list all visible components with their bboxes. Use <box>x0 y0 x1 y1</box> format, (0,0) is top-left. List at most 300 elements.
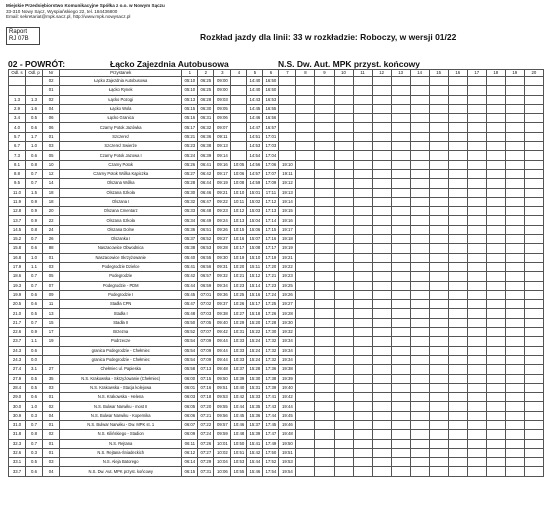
table-row <box>9 420 544 429</box>
departure-time-cell <box>524 346 543 355</box>
departure-time-cell: 19:22 <box>279 262 296 271</box>
departure-time-cell <box>410 281 429 290</box>
departure-time-cell <box>448 86 467 95</box>
departure-time-cell: 19:26 <box>279 290 296 299</box>
departure-time-cell <box>353 197 372 206</box>
departure-time-cell <box>315 448 334 457</box>
departure-time-cell <box>353 430 372 439</box>
departure-time-cell <box>429 95 448 104</box>
departure-time-cell <box>505 77 524 86</box>
departure-time-cell <box>410 411 429 420</box>
distance-cell: 5.7 <box>9 132 26 141</box>
departure-time-cell <box>353 188 372 197</box>
departure-time-cell <box>448 383 467 392</box>
departure-time-cell: 10:06 <box>214 467 231 476</box>
departure-time-cell <box>296 160 315 169</box>
departure-time-cell: 17:19 <box>263 253 279 262</box>
departure-time-cell <box>353 142 372 151</box>
departure-time-cell <box>505 95 524 104</box>
departure-time-cell <box>372 262 391 271</box>
departure-time-cell: 05:17 <box>182 123 198 132</box>
departure-time-cell <box>448 235 467 244</box>
departure-time-cell <box>315 123 334 132</box>
departure-time-cell <box>486 383 505 392</box>
departure-time-cell <box>315 430 334 439</box>
departure-time-cell <box>296 290 315 299</box>
departure-time-cell <box>486 309 505 318</box>
stop-number-cell: 06 <box>43 123 60 132</box>
departure-time-cell <box>391 337 410 346</box>
departure-time-cell <box>505 290 524 299</box>
departure-time-cell: 05:54 <box>182 355 198 364</box>
departure-time-cell <box>448 225 467 234</box>
departure-time-cell <box>334 188 353 197</box>
departure-time-cell <box>524 142 543 151</box>
departure-time-cell: 14:40 <box>247 86 263 95</box>
column-header: 13 <box>391 70 410 77</box>
departure-time-cell <box>524 300 543 309</box>
departure-time-cell <box>372 179 391 188</box>
departure-time-cell <box>467 328 486 337</box>
departure-time-cell <box>467 309 486 318</box>
departure-time-cell <box>391 346 410 355</box>
departure-time-cell: 14:46 <box>247 114 263 123</box>
departure-time-cell <box>372 188 391 197</box>
departure-time-cell: 06:49 <box>198 216 214 225</box>
departure-time-cell: 19:27 <box>279 300 296 309</box>
departure-time-cell <box>410 244 429 253</box>
departure-time-cell <box>296 235 315 244</box>
departure-time-cell <box>372 86 391 95</box>
departure-time-cell <box>353 439 372 448</box>
departure-time-cell <box>372 114 391 123</box>
departure-time-cell: 05:45 <box>182 290 198 299</box>
departure-time-cell <box>296 272 315 281</box>
departure-time-cell <box>315 151 334 160</box>
distance-cell: 32.3 <box>9 439 26 448</box>
departure-time-cell <box>429 123 448 132</box>
departure-time-cell <box>467 114 486 123</box>
departure-time-cell <box>505 374 524 383</box>
departure-time-cell <box>353 225 372 234</box>
departure-time-cell <box>448 160 467 169</box>
departure-time-cell: 06:44 <box>198 179 214 188</box>
departure-time-cell <box>410 207 429 216</box>
departure-time-cell: 07:22 <box>198 420 214 429</box>
departure-time-cell <box>410 104 429 113</box>
column-header: Nr <box>43 70 60 77</box>
departure-time-cell <box>524 179 543 188</box>
column-header: Przystanek <box>60 70 182 77</box>
departure-time-cell: 19:17 <box>279 225 296 234</box>
departure-time-cell <box>467 104 486 113</box>
departure-time-cell <box>524 216 543 225</box>
departure-time-cell: 06:38 <box>198 142 214 151</box>
departure-time-cell <box>296 77 315 86</box>
departure-time-cell: 05:47 <box>182 300 198 309</box>
departure-time-cell <box>429 132 448 141</box>
departure-time-cell: 17:11 <box>263 188 279 197</box>
departure-time-cell: 19:14 <box>279 197 296 206</box>
table-row <box>9 216 544 225</box>
departure-time-cell <box>231 77 247 86</box>
segment-cell: 0.7 <box>26 439 43 448</box>
departure-time-cell: 19:30 <box>279 318 296 327</box>
departure-time-cell: 10:39 <box>231 374 247 383</box>
stop-number-cell <box>43 346 60 355</box>
departure-time-cell <box>315 142 334 151</box>
departure-time-cell <box>334 402 353 411</box>
departure-time-cell: 17:39 <box>263 383 279 392</box>
departure-time-cell <box>467 393 486 402</box>
departure-time-cell <box>353 95 372 104</box>
departure-time-cell <box>410 402 429 411</box>
departure-time-cell <box>505 235 524 244</box>
departure-time-cell <box>315 420 334 429</box>
departure-time-cell: 10:12 <box>231 207 247 216</box>
departure-time-cell: 10:02 <box>214 448 231 457</box>
departure-time-cell: 10:26 <box>231 300 247 309</box>
departure-time-cell <box>524 383 543 392</box>
stop-number-cell: 03 <box>43 142 60 151</box>
departure-time-cell <box>391 123 410 132</box>
departure-time-cell: 14:40 <box>247 77 263 86</box>
departure-time-cell <box>315 225 334 234</box>
departure-time-cell: 10:06 <box>231 169 247 178</box>
departure-time-cell: 06:14 <box>182 458 198 467</box>
departure-time-cell <box>372 169 391 178</box>
departure-time-cell <box>467 374 486 383</box>
departure-time-cell <box>296 244 315 253</box>
departure-time-cell <box>391 95 410 104</box>
departure-time-cell <box>429 318 448 327</box>
departure-time-cell: 06:55 <box>198 253 214 262</box>
departure-time-cell: 10:48 <box>231 430 247 439</box>
departure-time-cell <box>315 393 334 402</box>
departure-time-cell <box>524 86 543 95</box>
stop-number-cell: 01 <box>43 393 60 402</box>
departure-time-cell: 07:02 <box>198 300 214 309</box>
stop-name-cell: Czarny Potok Wólka Kąpiczka <box>60 169 182 178</box>
departure-time-cell <box>524 207 543 216</box>
departure-time-cell: 15:36 <box>247 411 263 420</box>
departure-time-cell <box>296 439 315 448</box>
departure-time-cell <box>505 123 524 132</box>
departure-time-cell <box>334 114 353 123</box>
departure-time-cell: 16:55 <box>263 104 279 113</box>
departure-time-cell: 10:42 <box>231 393 247 402</box>
stop-name-cell: N.S. Aleja Batorego <box>60 458 182 467</box>
departure-time-cell: 07:01 <box>198 290 214 299</box>
departure-time-cell: 19:23 <box>279 272 296 281</box>
departure-time-cell <box>448 281 467 290</box>
departure-time-cell <box>448 244 467 253</box>
departure-time-cell <box>315 281 334 290</box>
departure-time-cell <box>410 383 429 392</box>
departure-time-cell <box>467 253 486 262</box>
departure-time-cell: 05:28 <box>182 179 198 188</box>
column-header: 16 <box>448 70 467 77</box>
departure-time-cell <box>315 272 334 281</box>
segment-cell: 0.9 <box>26 207 43 216</box>
table-row <box>9 365 544 374</box>
departure-time-cell <box>524 309 543 318</box>
departure-time-cell <box>231 104 247 113</box>
departure-time-cell <box>391 318 410 327</box>
departure-time-cell: 19:39 <box>279 374 296 383</box>
departure-time-cell: 07:09 <box>198 346 214 355</box>
departure-time-cell: 06:32 <box>198 123 214 132</box>
departure-time-cell <box>524 262 543 271</box>
distance-cell: 2.9 <box>9 104 26 113</box>
departure-time-cell <box>391 244 410 253</box>
departure-time-cell <box>448 151 467 160</box>
departure-time-cell <box>353 328 372 337</box>
departure-time-cell: 09:28 <box>214 244 231 253</box>
stop-number-cell: 07 <box>43 281 60 290</box>
stop-name-cell: N.S. Kilińskiego - Stadion <box>60 430 182 439</box>
distance-cell: 11.0 <box>9 188 26 197</box>
departure-time-cell <box>486 318 505 327</box>
departure-time-cell <box>391 104 410 113</box>
table-row <box>9 114 544 123</box>
departure-time-cell: 10:16 <box>231 235 247 244</box>
distance-cell: 8.8 <box>9 169 26 178</box>
departure-time-cell <box>279 114 296 123</box>
departure-time-cell <box>467 169 486 178</box>
departure-time-cell <box>505 346 524 355</box>
departure-time-cell: 17:07 <box>263 169 279 178</box>
departure-time-cell: 05:26 <box>182 160 198 169</box>
stop-name-cell: Podegrodzie <box>60 272 182 281</box>
departure-time-cell: 10:08 <box>231 179 247 188</box>
segment-cell: 0.7 <box>26 318 43 327</box>
departure-time-cell <box>353 216 372 225</box>
departure-time-cell <box>410 355 429 364</box>
departure-time-cell <box>429 467 448 476</box>
departure-time-cell <box>524 355 543 364</box>
departure-time-cell <box>334 328 353 337</box>
departure-time-cell <box>486 197 505 206</box>
segment-cell: 0.6 <box>26 123 43 132</box>
departure-time-cell <box>448 300 467 309</box>
departure-time-cell <box>334 300 353 309</box>
departure-time-cell <box>448 420 467 429</box>
departure-time-cell: 17:32 <box>263 337 279 346</box>
table-row <box>9 355 544 364</box>
departure-time-cell <box>372 393 391 402</box>
column-header: 9 <box>315 70 334 77</box>
departure-time-cell <box>410 169 429 178</box>
departure-time-cell <box>315 160 334 169</box>
departure-time-cell <box>334 374 353 383</box>
departure-time-cell <box>524 244 543 253</box>
departure-time-cell: 09:19 <box>214 179 231 188</box>
departure-time-cell <box>315 188 334 197</box>
departure-time-cell <box>486 411 505 420</box>
departure-time-cell <box>448 216 467 225</box>
departure-time-cell <box>279 151 296 160</box>
departure-time-cell <box>486 337 505 346</box>
departure-time-cell <box>467 179 486 188</box>
departure-time-cell: 09:40 <box>214 318 231 327</box>
departure-time-cell <box>315 169 334 178</box>
departure-time-cell: 17:23 <box>263 281 279 290</box>
departure-time-cell <box>486 467 505 476</box>
stop-name-cell: Olszana Cmentarz <box>60 207 182 216</box>
departure-time-cell <box>353 132 372 141</box>
departure-time-cell: 05:52 <box>182 328 198 337</box>
departure-time-cell: 14:47 <box>247 123 263 132</box>
departure-time-cell: 15:18 <box>247 309 263 318</box>
departure-time-cell: 17:49 <box>263 439 279 448</box>
stop-number-cell: 02 <box>43 430 60 439</box>
departure-time-cell: 09:30 <box>214 253 231 262</box>
departure-time-cell <box>315 309 334 318</box>
departure-time-cell <box>505 188 524 197</box>
departure-time-cell: 15:22 <box>247 328 263 337</box>
stop-name-cell: Stadła II <box>60 318 182 327</box>
departure-time-cell <box>296 365 315 374</box>
departure-time-cell <box>467 337 486 346</box>
timetable <box>8 69 544 477</box>
departure-time-cell: 09:17 <box>214 169 231 178</box>
departure-time-cell: 14:45 <box>247 104 263 113</box>
distance-cell: 19.3 <box>9 281 26 290</box>
departure-time-cell <box>353 207 372 216</box>
segment-cell: 0.6 <box>26 467 43 476</box>
departure-time-cell <box>429 104 448 113</box>
departure-time-cell: 15:35 <box>247 402 263 411</box>
departure-time-cell: 09:32 <box>214 272 231 281</box>
departure-time-cell <box>505 383 524 392</box>
table-row <box>9 346 544 355</box>
departure-time-cell <box>334 160 353 169</box>
departure-time-cell <box>334 355 353 364</box>
departure-time-cell: 05:10 <box>182 77 198 86</box>
departure-time-cell: 05:16 <box>182 114 198 123</box>
table-row <box>9 235 544 244</box>
stop-number-cell: 09 <box>43 290 60 299</box>
segment-cell: 0.8 <box>26 430 43 439</box>
departure-time-cell <box>486 328 505 337</box>
departure-time-cell <box>524 225 543 234</box>
departure-time-cell: 07:13 <box>198 365 214 374</box>
departure-time-cell <box>353 244 372 253</box>
departure-time-cell <box>391 197 410 206</box>
departure-time-cell <box>524 290 543 299</box>
departure-time-cell <box>391 132 410 141</box>
departure-time-cell <box>448 114 467 123</box>
stop-name-cell: Stadła CPN <box>60 300 182 309</box>
departure-time-cell <box>353 77 372 86</box>
distance-cell: 23.7 <box>9 337 26 346</box>
departure-time-cell: 15:30 <box>247 374 263 383</box>
departure-time-cell: 05:38 <box>182 244 198 253</box>
departure-time-cell <box>410 374 429 383</box>
departure-time-cell <box>353 318 372 327</box>
departure-time-cell <box>524 77 543 86</box>
departure-time-cell: 06:53 <box>198 244 214 253</box>
distance-cell: 21.7 <box>9 318 26 327</box>
departure-time-cell <box>486 235 505 244</box>
segment-cell: 0.5 <box>26 458 43 467</box>
departure-time-cell <box>467 458 486 467</box>
table-row <box>9 411 544 420</box>
stop-number-cell: 14 <box>43 179 60 188</box>
departure-time-cell <box>296 225 315 234</box>
departure-time-cell: 10:23 <box>231 281 247 290</box>
departure-time-cell: 17:28 <box>263 318 279 327</box>
departure-time-cell <box>486 281 505 290</box>
departure-time-cell <box>448 272 467 281</box>
table-row <box>9 160 544 169</box>
departure-time-cell: 07:05 <box>198 318 214 327</box>
departure-time-cell <box>524 337 543 346</box>
departure-time-cell <box>524 151 543 160</box>
departure-time-cell <box>429 253 448 262</box>
departure-time-cell: 17:01 <box>263 132 279 141</box>
departure-time-cell: 15:06 <box>247 225 263 234</box>
stop-name-cell: Olszana Szkoła <box>60 188 182 197</box>
departure-time-cell <box>429 420 448 429</box>
departure-time-cell: 19:50 <box>279 439 296 448</box>
departure-time-cell <box>391 458 410 467</box>
departure-time-cell <box>524 411 543 420</box>
departure-time-cell: 07:29 <box>198 458 214 467</box>
stop-name-cell: Olszana Dolne <box>60 225 182 234</box>
departure-time-cell: 05:44 <box>182 281 198 290</box>
departure-time-cell: 10:10 <box>231 188 247 197</box>
departure-time-cell: 09:03 <box>214 95 231 104</box>
departure-time-cell <box>448 346 467 355</box>
departure-time-cell <box>353 467 372 476</box>
table-row <box>9 169 544 178</box>
segment-cell: 0.7 <box>26 272 43 281</box>
departure-time-cell <box>334 132 353 141</box>
departure-time-cell: 10:33 <box>231 355 247 364</box>
departure-time-cell <box>296 383 315 392</box>
departure-time-cell <box>448 374 467 383</box>
departure-time-cell <box>429 458 448 467</box>
departure-time-cell: 07:27 <box>198 448 214 457</box>
departure-time-cell <box>410 328 429 337</box>
stop-name-cell: Łącko Zajezdnia Autobusowa <box>60 77 182 86</box>
departure-time-cell: 19:34 <box>279 337 296 346</box>
departure-time-cell <box>467 262 486 271</box>
departure-time-cell <box>391 169 410 178</box>
departure-time-cell <box>391 207 410 216</box>
departure-time-cell <box>486 104 505 113</box>
departure-time-cell: 06:59 <box>198 281 214 290</box>
departure-time-cell <box>372 467 391 476</box>
departure-time-cell: 09:48 <box>214 365 231 374</box>
stop-number-cell: 04 <box>43 104 60 113</box>
departure-time-cell <box>486 272 505 281</box>
departure-time-cell <box>410 216 429 225</box>
stop-name-cell: N.S. Rejtana-Śniadeckich <box>60 448 182 457</box>
departure-time-cell <box>448 448 467 457</box>
stop-name-cell: Stadła I <box>60 309 182 318</box>
table-row <box>9 123 544 132</box>
departure-time-cell <box>524 114 543 123</box>
departure-time-cell <box>429 216 448 225</box>
departure-time-cell <box>296 262 315 271</box>
departure-time-cell <box>505 197 524 206</box>
departure-time-cell <box>524 160 543 169</box>
departure-time-cell <box>524 235 543 244</box>
departure-time-cell <box>467 235 486 244</box>
